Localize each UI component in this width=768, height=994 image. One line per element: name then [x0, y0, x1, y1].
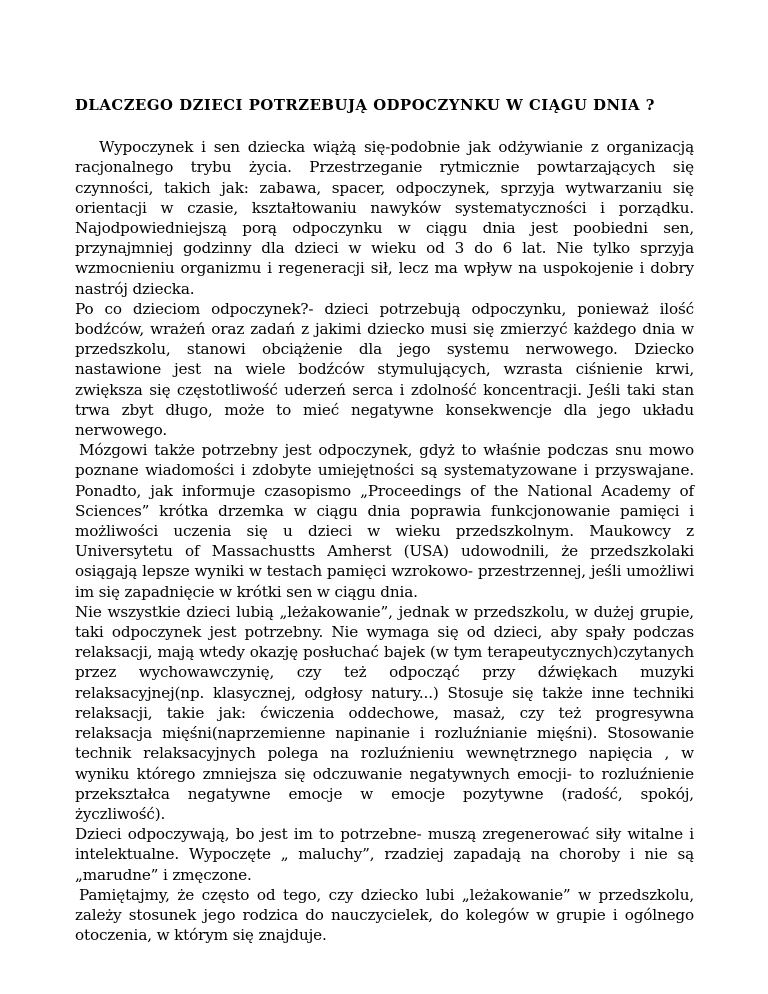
paragraph-why-rest: Po co dzieciom odpoczynek?- dzieci potrzebują odpoczynku, ponieważ ilość bodźców, wrażeń oraz zadań z jakimi dziecko musi się zmierzyć każdego dnia w przedszkolu, stanowi obciążenie dla jego systemu nerwowego. Dziecko nastawione jest na wiele bodźców stymulujących, wzrasta ciśnienie krwi, zwiększa się częstotliwość uderzeń serca i zdolność koncentracji. Jeśli taki stan trwa zbyt długo, może to mieć negatywne konsekwencje dla jego układu nerwowego. — [75, 299, 694, 440]
paragraph-brain: Mózgowi także potrzebny jest odpoczynek, gdyż to właśnie podczas snu mowo poznane wiadomości i zdobyte umiejętności są systematyzowane i przyswajane. Ponadto, jak informuje czasopismo „Proceedings of the National Academy of Sciences” krótka drzemka w ciągu dnia poprawia funkcjonowanie pamięci i możliwości uczenia się u dzieci w wieku przedszkolnym. Maukowcy z Universytetu of Massachustts Amherst (USA) udowodnili, że przedszkolaki osiągają lepsze wyniki w testach pamięci wzrokowo- przestrzennej, jeśli umożliwi im się zapadnięcie w krótki sen w ciągu dnia. — [75, 441, 694, 601]
paragraph-relaxation: Nie wszystkie dzieci lubią „leżakowanie”, jednak w przedszkolu, w dużej grupie, taki odpoczynek jest potrzebny. Nie wymaga się od dzieci, aby spały podczas relaksacji, mają wtedy okazję posłuchać bajek (w tym terapeutycznych)czytanych przez wychowawczynię, czy też odpocząć przy dźwiękach muzyki relaksacyjnej(np. klasycznej, odgłosy natury...) Stosuje się także inne techniki relaksacji, takie jak: ćwiczenia oddechowe, masaż, czy też progresywna relaksacja mięśni(naprzemienne napinanie i rozluźnianie mięśni). Stosowanie technik relaksacyjnych polega na rozluźnieniu wewnętrznego napięcia , w wyniku którego zmniejsza się odczuwanie negatywnych emocji- to rozluźnienie przekształca negatywne emocje w emocje pozytywne (radość, spokój, życzliwość). — [75, 602, 694, 823]
paragraph-remember: Pamiętajmy, że często od tego, czy dziecko lubi „leżakowanie” w przedszkolu, zależy stosunek jego rodzica do nauczycielek, do kolegów w grupie i ogólnego otoczenia, w którym się znajduje. — [75, 885, 694, 945]
paragraph-regeneration: Dzieci odpoczywają, bo jest im to potrzebne- muszą zregenerować siły witalne i intelektualne. Wypoczęte „ maluchy”, rzadziej zapadają na choroby i nie są „marudne” i zmęczone. — [75, 825, 694, 884]
document-page — [75, 96, 694, 945]
document-title: DLACZEGO DZIECI POTRZEBUJĄ ODPOCZYNKU W CIĄGU DNIA ? — [75, 97, 655, 114]
paragraph-intro: Wypoczynek i sen dziecka wiążą się-podobnie jak odżywianie z organizacją racjonalnego trybu życia. Przestrzeganie rytmicznie powtarzających się czynności, takich jak: zabawa, spacer, odpoczynek, sprzyja wytwarzaniu się orientacji w czasie, kształtowaniu nawyków systematyczności i porządku. Najodpowiedniejszą porą odpoczynku w ciągu dnia jest poobiedni sen, przynajmniej godzinny dla dzieci w wieku od 3 do 6 lat. Nie tylko sprzyja wzmocnieniu organizmu i regeneracji sił, lecz ma wpływ na uspokojenie i dobry nastrój dziecka. — [75, 138, 694, 298]
